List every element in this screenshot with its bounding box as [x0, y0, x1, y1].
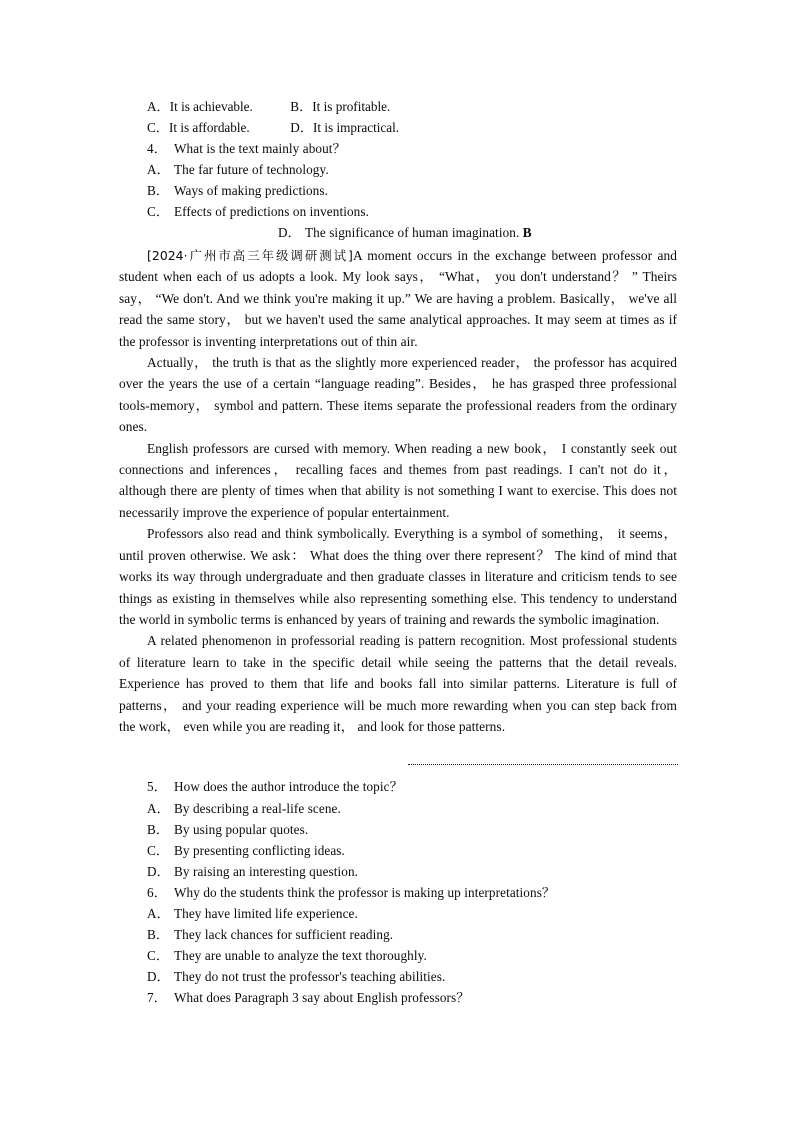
option-cell-c[interactable]	[147, 117, 287, 138]
option-row	[119, 117, 677, 138]
section-divider	[119, 756, 677, 774]
option-cell-d[interactable]	[290, 117, 399, 138]
option-text: It is achievable.	[169, 99, 253, 114]
option-cell-b[interactable]	[290, 96, 390, 117]
question-4-option-c[interactable]	[119, 201, 677, 222]
question-5-block	[119, 776, 677, 882]
question-6-option-a[interactable]	[119, 903, 677, 924]
option-tag: A．	[147, 906, 170, 922]
top-options-group	[119, 96, 677, 138]
passage-paragraph-1	[119, 245, 677, 352]
option-tag: D．	[147, 969, 170, 985]
question-text: How does the author introduce the topic？	[174, 779, 403, 795]
dotted-rule	[408, 764, 678, 765]
passage-paragraph-5: A related phenomenon in professorial reading is pattern recognition. Most professional students of literature learn to take in the specific detail while seeing the patterns that the detail reveals. Experience has proved to them that life and books fall into similar patterns. Literature is full of patterns， and your reading experience will be much more rewarding when you can step back from the work， even while you are reading it， and look for those patterns.	[119, 633, 677, 734]
paragraph-text: A moment occurs in the exchange between professor and student when each of us adopts a look. My look says， “What， you don't understand？ ” Theirs say， “We don't. And we think you're making it up.” We are having a problem. Basically， we've all read the same story， but we haven't used the same analytical approaches. It may seem at times as if the professor is inventing interpretations out of thin air.	[119, 248, 677, 349]
question-4-option-a[interactable]	[119, 159, 677, 180]
option-text: They are unable to analyze the text thoroughly.	[174, 948, 427, 964]
question-6-stem	[119, 882, 677, 903]
option-text: By raising an interesting question.	[174, 864, 359, 880]
option-text: Ways of making predictions.	[174, 183, 328, 198]
option-text: The significance of human imagination.	[305, 225, 520, 240]
passage-paragraph-2: Actually， the truth is that as the slightly more experienced reader， the professor has acquired over the years the use of a certain “language reading”. Besides， he has grasped three professional tools-memory， symbol and pattern. These items separate the professional readers from the ordinary ones.	[119, 355, 677, 435]
option-text: They do not trust the professor's teaching abilities.	[174, 969, 446, 985]
option-tag: A．	[147, 99, 170, 114]
question-4-option-d[interactable]	[119, 222, 677, 243]
option-text: Effects of predictions on inventions.	[174, 204, 370, 219]
question-5-option-b[interactable]	[119, 819, 677, 840]
option-text: They lack chances for sufficient reading.	[174, 927, 394, 943]
option-text: By describing a real-life scene.	[174, 800, 341, 816]
passage-paragraph-4: Professors also read and think symbolically. Everything is a symbol of something， it seems， until proven otherwise. We ask： What does the thing over there represent？ The kind of mind that works its way through undergraduate and then graduate classes in literature and criticism tends to see things as existing in themselves while also representing something else. This tendency to understand the world in symbolic terms is enhanced by years of training and rewards the symbolic imagination.	[119, 526, 677, 627]
option-tag: C．	[147, 842, 170, 858]
option-tag: B．	[147, 183, 170, 198]
option-cell-a[interactable]	[147, 96, 287, 117]
option-tag: B．	[290, 99, 313, 114]
question-4-stem	[119, 138, 677, 159]
question-text: Why do the students think the professor is making up interpretations？	[174, 885, 556, 901]
option-text: It is profitable.	[312, 99, 391, 114]
option-text: By using popular quotes.	[174, 821, 309, 837]
option-tag: C．	[147, 204, 170, 219]
question-5-option-d[interactable]	[119, 861, 677, 882]
question-4-block	[119, 138, 677, 243]
question-6-option-c[interactable]	[119, 945, 677, 966]
reading-passage	[119, 245, 677, 737]
option-tag: C．	[147, 948, 170, 964]
page-content	[119, 96, 677, 1008]
passage-paragraph-3: English professors are cursed with memory. When reading a new book， I constantly seek out connections and inferences， recalling faces and themes from past readings. I can't not do it， although there are plenty of times when that ability is not something I want to exercise. This does not necessarily improve the experience of popular entertainment.	[119, 440, 677, 520]
question-5-option-c[interactable]	[119, 840, 677, 861]
answer-key: B	[522, 225, 532, 240]
option-tag: D．	[278, 225, 301, 240]
option-tag: D．	[290, 120, 314, 135]
question-7-stem	[119, 987, 677, 1008]
option-tag: B．	[147, 821, 170, 837]
question-number: 7．	[147, 990, 167, 1006]
question-6-option-b[interactable]	[119, 924, 677, 945]
question-5-option-a[interactable]	[119, 798, 677, 819]
exam-source-label: [2024·广州市高三年级调研测试]	[147, 248, 353, 263]
option-row	[119, 96, 677, 117]
option-text: They have limited life experience.	[174, 906, 358, 922]
question-number: 6．	[147, 885, 167, 901]
question-5-stem	[119, 776, 677, 797]
question-number: 5．	[147, 779, 167, 795]
option-tag: B．	[147, 927, 170, 943]
option-tag: C．	[147, 120, 169, 135]
question-6-block	[119, 882, 677, 987]
question-6-option-d[interactable]	[119, 966, 677, 987]
option-text: The far future of technology.	[174, 162, 329, 177]
option-tag: A．	[147, 162, 170, 177]
option-text: By presenting conflicting ideas.	[174, 842, 345, 858]
option-text: It is impractical.	[313, 120, 400, 135]
question-number: 4．	[147, 141, 167, 156]
option-tag: A．	[147, 800, 170, 816]
option-text: It is affordable.	[168, 120, 250, 135]
question-4-option-b[interactable]	[119, 180, 677, 201]
option-tag: D．	[147, 864, 170, 880]
question-text: What does Paragraph 3 say about English professors？	[174, 990, 470, 1006]
question-text: What is the text mainly about？	[174, 141, 346, 156]
question-7-block	[119, 987, 677, 1008]
